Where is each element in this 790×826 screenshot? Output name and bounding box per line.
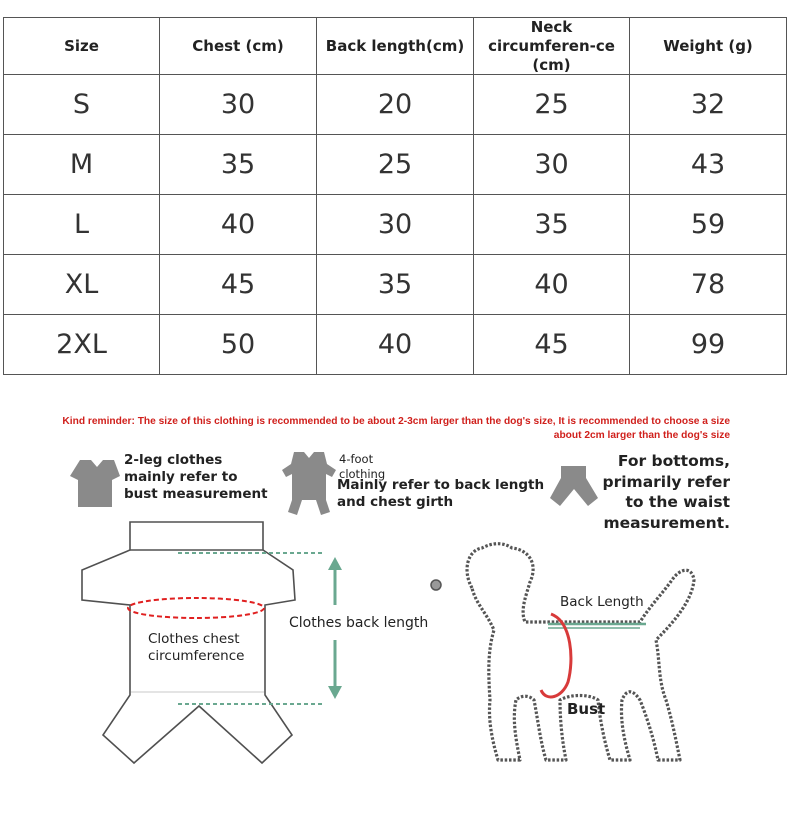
cell-chest: 35 — [160, 135, 317, 195]
bottoms-label — [603, 451, 731, 533]
header-back-length: Back length(cm) — [317, 18, 474, 75]
cell-size: S — [4, 75, 160, 135]
header-neck: Neck circumferen-ce (cm) — [474, 18, 630, 75]
cell-neck: 30 — [474, 135, 630, 195]
cell-chest: 40 — [160, 195, 317, 255]
four-foot-desc — [337, 477, 544, 511]
cell-weight: 32 — [630, 75, 787, 135]
cell-weight: 99 — [630, 315, 787, 375]
cell-neck: 40 — [474, 255, 630, 315]
four-foot-desc-line-1: Mainly refer to back length — [337, 477, 545, 493]
dog-outline — [467, 544, 694, 760]
bottoms-label-line-4: measurement. — [603, 513, 730, 532]
dog-back-length-label: Back Length — [560, 594, 644, 610]
dog-bust-label: Bust — [567, 700, 606, 718]
four-foot-label-line-1: 4-foot — [339, 452, 374, 466]
cell-size: 2XL — [4, 315, 160, 375]
four-foot-suit-icon — [282, 452, 336, 515]
cell-neck: 25 — [474, 75, 630, 135]
cell-weight: 78 — [630, 255, 787, 315]
chest-label-line-2: circumference — [148, 648, 245, 664]
cell-back-length: 35 — [317, 255, 474, 315]
reminder-line-1: Kind reminder: The size of this clothing is recommended to be about 2-3cm larger than the dog's size, It is recommended to choose a size — [62, 416, 730, 427]
chest-label-line-1: Clothes chest — [148, 631, 240, 647]
four-foot-desc-line-2: and chest girth — [337, 494, 454, 510]
cell-chest: 30 — [160, 75, 317, 135]
reminder-line-2: about 2cm larger than the dog's size — [553, 430, 730, 441]
cell-weight: 43 — [630, 135, 787, 195]
header-size: Size — [4, 18, 160, 75]
cell-back-length: 20 — [317, 75, 474, 135]
cell-size: XL — [4, 255, 160, 315]
bottoms-label-line-2: primarily refer — [602, 472, 730, 491]
four-foot-label-line-2: clothing — [339, 467, 386, 481]
header-chest: Chest (cm) — [160, 18, 317, 75]
dog-bust-loop — [541, 614, 571, 697]
cell-neck: 35 — [474, 195, 630, 255]
cell-back-length: 40 — [317, 315, 474, 375]
cell-weight: 59 — [630, 195, 787, 255]
clothes-back-length-label: Clothes back length — [289, 615, 429, 631]
cell-back-length: 25 — [317, 135, 474, 195]
cell-chest: 45 — [160, 255, 317, 315]
bottoms-icon — [550, 466, 598, 506]
two-leg-shirt-icon — [70, 460, 120, 507]
bottoms-label-line-3: to the waist — [625, 493, 730, 511]
cell-back-length: 30 — [317, 195, 474, 255]
two-leg-label-line-2: mainly refer to — [124, 469, 238, 485]
cell-size: M — [4, 135, 160, 195]
bottoms-label-line-1: For bottoms, — [617, 452, 730, 470]
dog-nose-icon — [431, 580, 441, 590]
cell-neck: 45 — [474, 315, 630, 375]
two-leg-label-line-3: bust measurement — [124, 486, 268, 502]
cell-chest: 50 — [160, 315, 317, 375]
chest-circumference-label — [148, 631, 244, 665]
two-leg-label-line-1: 2-leg clothes — [124, 452, 223, 468]
header-weight: Weight (g) — [630, 18, 787, 75]
two-leg-label — [124, 452, 268, 503]
cell-size: L — [4, 195, 160, 255]
